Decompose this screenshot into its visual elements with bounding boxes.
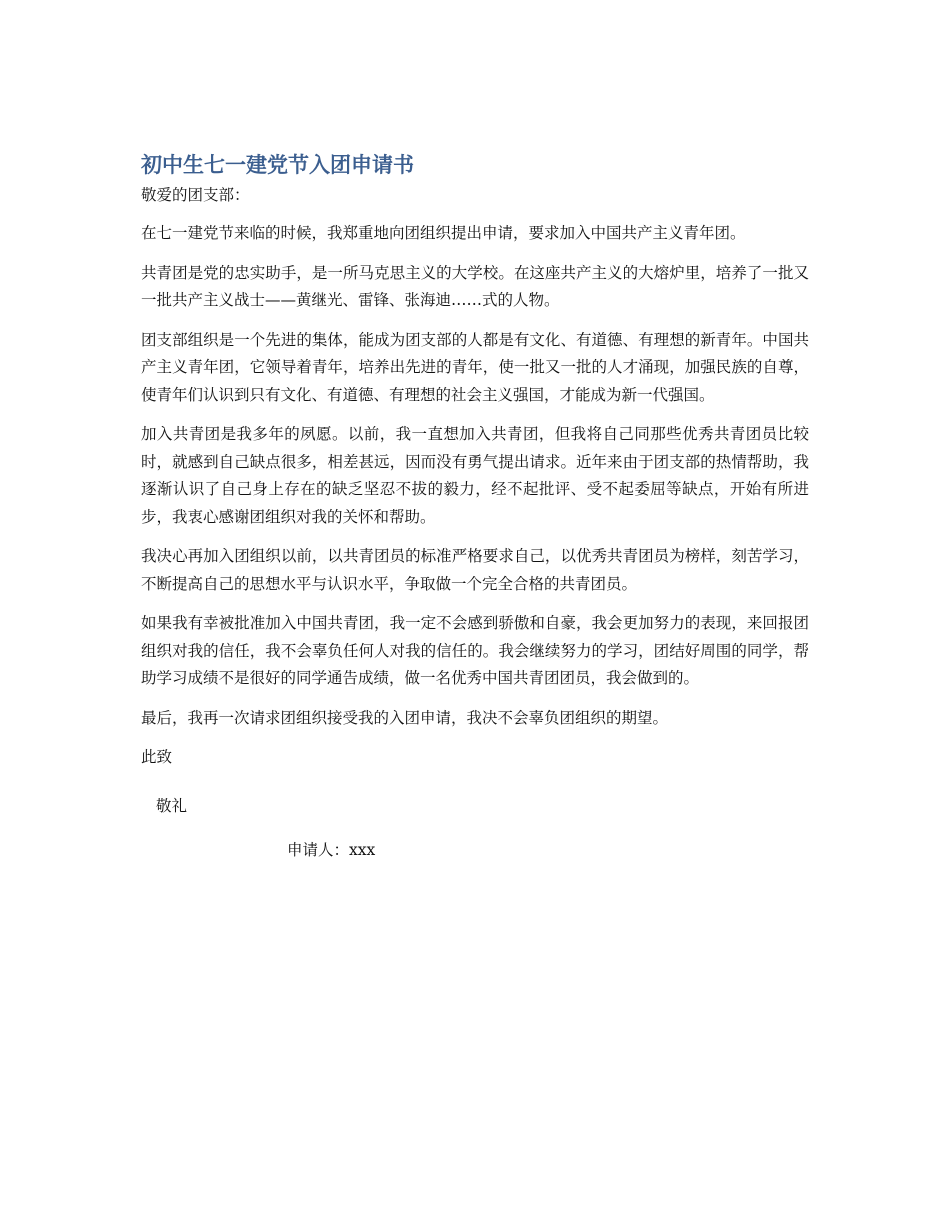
paragraph-6: 如果我有幸被批准加入中国共青团，我一定不会感到骄傲和自豪，我会更加努力的表现，来回报团组织对我的信任，我不会辜负任何人对我的信任的。我会继续努力的学习，团结好周围的同学，帮助学习成绩不是很好的同学通告成绩，做一名优秀中国共青团团员，我会做到的。: [141, 614, 809, 687]
signature-line: 申请人：xxx: [287, 841, 376, 859]
paragraph-7: 最后，我再一次请求团组织接受我的入团申请，我决不会辜负团组织的期望。: [141, 708, 669, 727]
document-body: [141, 148, 809, 864]
paragraph-2: 共青团是党的忠实助手，是一所马克思主义的大学校。在这座共产主义的大熔炉里，培养了一批又一批共产主义战士——黄继光、雷锋、张海迪……式的人物。: [141, 263, 809, 309]
paragraph-3: 团支部组织是一个先进的集体，能成为团支部的人都是有文化、有道德、有理想的新青年。中国共产主义青年团，它领导着青年，培养出先进的青年，使一批又一批的人才涌现，加强民族的自尊，使青年们认识到只有文化、有道德、有理想的社会主义强国，才能成为新一代强国。: [141, 330, 809, 404]
paragraph-5: 我决心再加入团组织以前，以共青团员的标准严格要求自己，以优秀共青团员为榜样，刻苦学习，不断提高自己的思想水平与认识水平，争取做一个完全合格的共青团员。: [141, 547, 809, 593]
document-title: 初中生七一建党节入团申请书: [141, 153, 414, 177]
paragraph-4: 加入共青团是我多年的夙愿。以前，我一直想加入共青团，但我将自己同那些优秀共青团员比较时，就感到自己缺点很多，相差甚远，因而没有勇气提出请求。近年来由于团支部的热情帮助，我逐渐认识了自己身上存在的缺乏坚忍不拔的毅力，经不起批评、受不起委屈等缺点，开始有所进步，我衷心感谢团组织对我的关怀和帮助。: [141, 425, 809, 526]
paragraph-1: 在七一建党节来临的时候，我郑重地向团组织提出申请，要求加入中国共产主义青年团。: [141, 224, 746, 242]
closing-line: 此致: [141, 748, 173, 766]
regards-line: 敬礼: [156, 797, 188, 815]
salutation: 敬爱的团支部：: [141, 186, 250, 204]
